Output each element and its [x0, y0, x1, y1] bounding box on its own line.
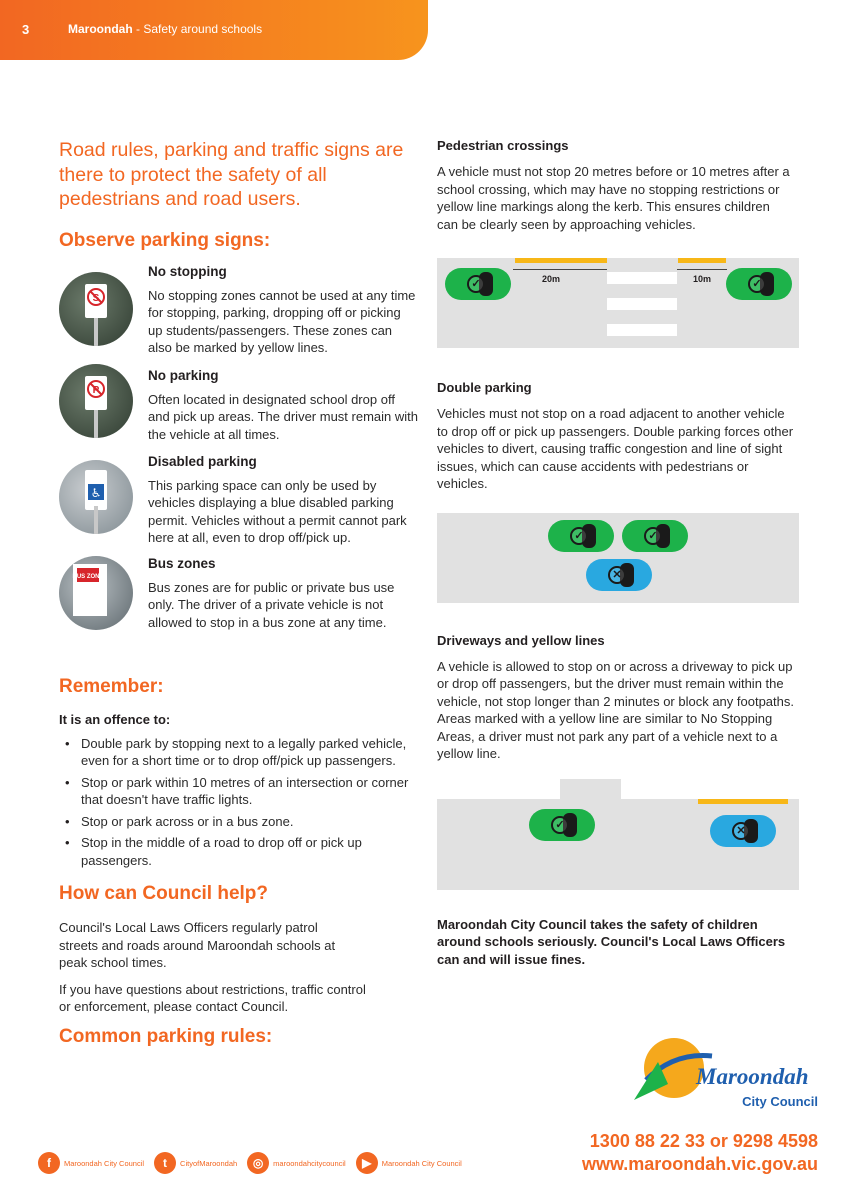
no-stopping-glyph: S [92, 292, 100, 304]
social-label: maroondahcitycouncil [273, 1158, 346, 1168]
header-title [68, 22, 262, 36]
social-label: CityofMaroondah [180, 1158, 238, 1168]
council-contact-text: If you have questions about restrictions, traffic control or enforcement, please contact Council. [59, 981, 366, 1014]
yellow-line [698, 799, 788, 804]
left-column [59, 138, 419, 1048]
tick-icon: ✓ [570, 527, 588, 545]
right-column [437, 138, 802, 968]
no-stopping-icon [59, 272, 133, 346]
social-instagram[interactable] [247, 1152, 346, 1174]
social-label: Maroondah City Council [64, 1158, 145, 1168]
council-help-text: Council's Local Laws Officers regularly patrol streets and roads around Maroondah schools at peak school times. [59, 920, 336, 970]
cross-icon: ✕ [608, 566, 626, 584]
remember-subheading: It is an offence to: [59, 711, 171, 727]
yellow-line-10m [678, 258, 726, 263]
cross-icon: ✕ [732, 822, 750, 840]
green-car [529, 809, 595, 841]
yellow-line-20m [515, 258, 607, 263]
sign-disabled-parking [59, 454, 419, 556]
disabled-parking-text: This parking space can only be used by vehicles displaying a blue disabled parking permit. Vehicles without a permit cannot park here at all, even to drop off/pick up. [148, 477, 407, 545]
council-help-heading: How can Council help? [59, 883, 269, 904]
social-label: Maroondah City Council [381, 1158, 462, 1168]
driveways-title: Driveways and yellow lines [437, 632, 605, 648]
sign-bus-zones [59, 556, 419, 656]
page-number: 3 [22, 22, 30, 37]
disabled-parking-icon [59, 460, 133, 534]
green-car [622, 520, 688, 552]
offence-item: • Double park by stopping next to a legally parked vehicle, even for a short time or to drop off/pick up passengers. [59, 735, 419, 770]
driveway [560, 779, 621, 799]
common-rules-heading: Common parking rules: [59, 1025, 273, 1047]
logo-subtitle: City Council [742, 1094, 818, 1109]
offence-item: • Stop in the middle of a road to drop off or pick up passengers. [59, 834, 419, 869]
offence-item: • Stop or park within 10 metres of an intersection or corner that doesn't have traffic lights. [59, 774, 419, 809]
disabled-parking-text-block [148, 454, 418, 547]
twitter-icon: t [154, 1152, 176, 1174]
contact-website[interactable]: www.maroondah.vic.gov.au [581, 1154, 818, 1174]
closing-statement: Maroondah City Council takes the safety of children around schools seriously. Council's Local Laws Officers can and will issue fines. [437, 916, 786, 967]
header-subtitle: - Safety around schools [132, 22, 263, 36]
disabled-parking-title: Disabled parking [148, 453, 257, 469]
blue-car [710, 815, 776, 847]
pedestrian-crossing-diagram [437, 258, 799, 348]
no-parking-sign-photo [59, 364, 133, 438]
offence-list [59, 735, 419, 870]
driveway-diagram [437, 779, 799, 890]
zebra-crossing [607, 258, 677, 348]
double-parking-diagram [437, 513, 799, 603]
sign-no-stopping [59, 264, 419, 358]
observe-heading: Observe parking signs: [59, 229, 271, 251]
pedestrian-crossings-title: Pedestrian crossings [437, 138, 569, 153]
sign-no-parking [59, 368, 419, 454]
bus-zones-text-block [148, 556, 418, 632]
remember-heading: Remember: [59, 675, 164, 697]
instagram-icon: ◎ [247, 1152, 269, 1174]
no-stopping-sign-photo [59, 272, 133, 346]
social-links [38, 1152, 462, 1174]
bus-zones-text: Bus zones are for public or private bus use only. The driver of a private vehicle is not allowed to stop in a bus zone at any time. [148, 579, 395, 630]
no-stopping-text-block [148, 264, 418, 357]
header-tab [0, 0, 428, 60]
label-10m: 10m [693, 274, 712, 284]
green-car [726, 268, 792, 300]
pedestrian-crossings-text: A vehicle must not stop 20 metres before or 10 metres after a school crossing, which may have no stopping restrictions or yellow line markings along the kerb. This ensures children can be clearly seen by approaching vehicles. [437, 164, 790, 232]
tick-icon: ✓ [551, 816, 569, 834]
facebook-icon: f [38, 1152, 60, 1174]
tick-icon: ✓ [644, 527, 662, 545]
logo-wordmark: Maroondah [696, 1064, 809, 1089]
label-20m: 20m [542, 274, 561, 284]
bus-zone-sign-photo [59, 556, 133, 630]
contact-phone[interactable]: 1300 88 22 33 or 9298 4598 [589, 1131, 818, 1151]
bus-zones-title: Bus zones [148, 555, 216, 571]
green-car [548, 520, 614, 552]
no-parking-glyph: P [92, 384, 100, 396]
youtube-icon: ▶ [356, 1152, 378, 1174]
bus-zone-icon [59, 556, 133, 630]
no-stopping-title: No stopping [148, 263, 227, 279]
contact-block [582, 1130, 818, 1176]
disabled-parking-glyph: ♿ [90, 485, 102, 500]
green-car [445, 268, 511, 300]
no-parking-text-block [148, 368, 418, 444]
blue-car [586, 559, 652, 591]
driveways-text: A vehicle is allowed to stop on or across a driveway to pick up or drop off passengers, but the driver must remain within the vehicle, not stop longer than 2 minutes or block any footpaths. Areas marked with a yellow line are similar to No Stopping Areas, a driver must not park any part of a vehicle next to a yellow line. [437, 658, 794, 761]
tick-icon: ✓ [467, 275, 485, 293]
double-parking-title: Double parking [437, 380, 532, 395]
double-parking-text: Vehicles must not stop on a road adjacent to another vehicle to drop off or pick up passengers. Double parking forces other vehicles to divert, causing traffic congestion and line of sight issues, which can cause accidents with pedestrians or vehicles. [437, 406, 794, 491]
no-parking-title: No parking [148, 367, 219, 383]
social-twitter[interactable] [154, 1152, 237, 1174]
no-parking-icon [59, 364, 133, 438]
tick-icon: ✓ [748, 275, 766, 293]
disabled-parking-sign-photo [59, 460, 133, 534]
social-youtube[interactable] [356, 1152, 462, 1174]
signs-list [59, 264, 419, 656]
intro-text: Road rules, parking and traffic signs are there to protect the safety of all pedestrians and road users. [59, 139, 404, 210]
no-parking-text: Often located in designated school drop off and pick up areas. The driver must remain with the vehicle at all times. [148, 391, 418, 442]
maroondah-logo [628, 1034, 822, 1114]
bus-zone-glyph: BUS ZONE [72, 573, 104, 580]
header-brand: Maroondah [68, 22, 133, 36]
no-stopping-text: No stopping zones cannot be used at any time for stopping, parking, dropping off or picking up students/passengers. These zones can also be marked by yellow lines. [148, 287, 416, 355]
social-facebook[interactable] [38, 1152, 144, 1174]
offence-item: • Stop or park across or in a bus zone. [59, 813, 419, 831]
